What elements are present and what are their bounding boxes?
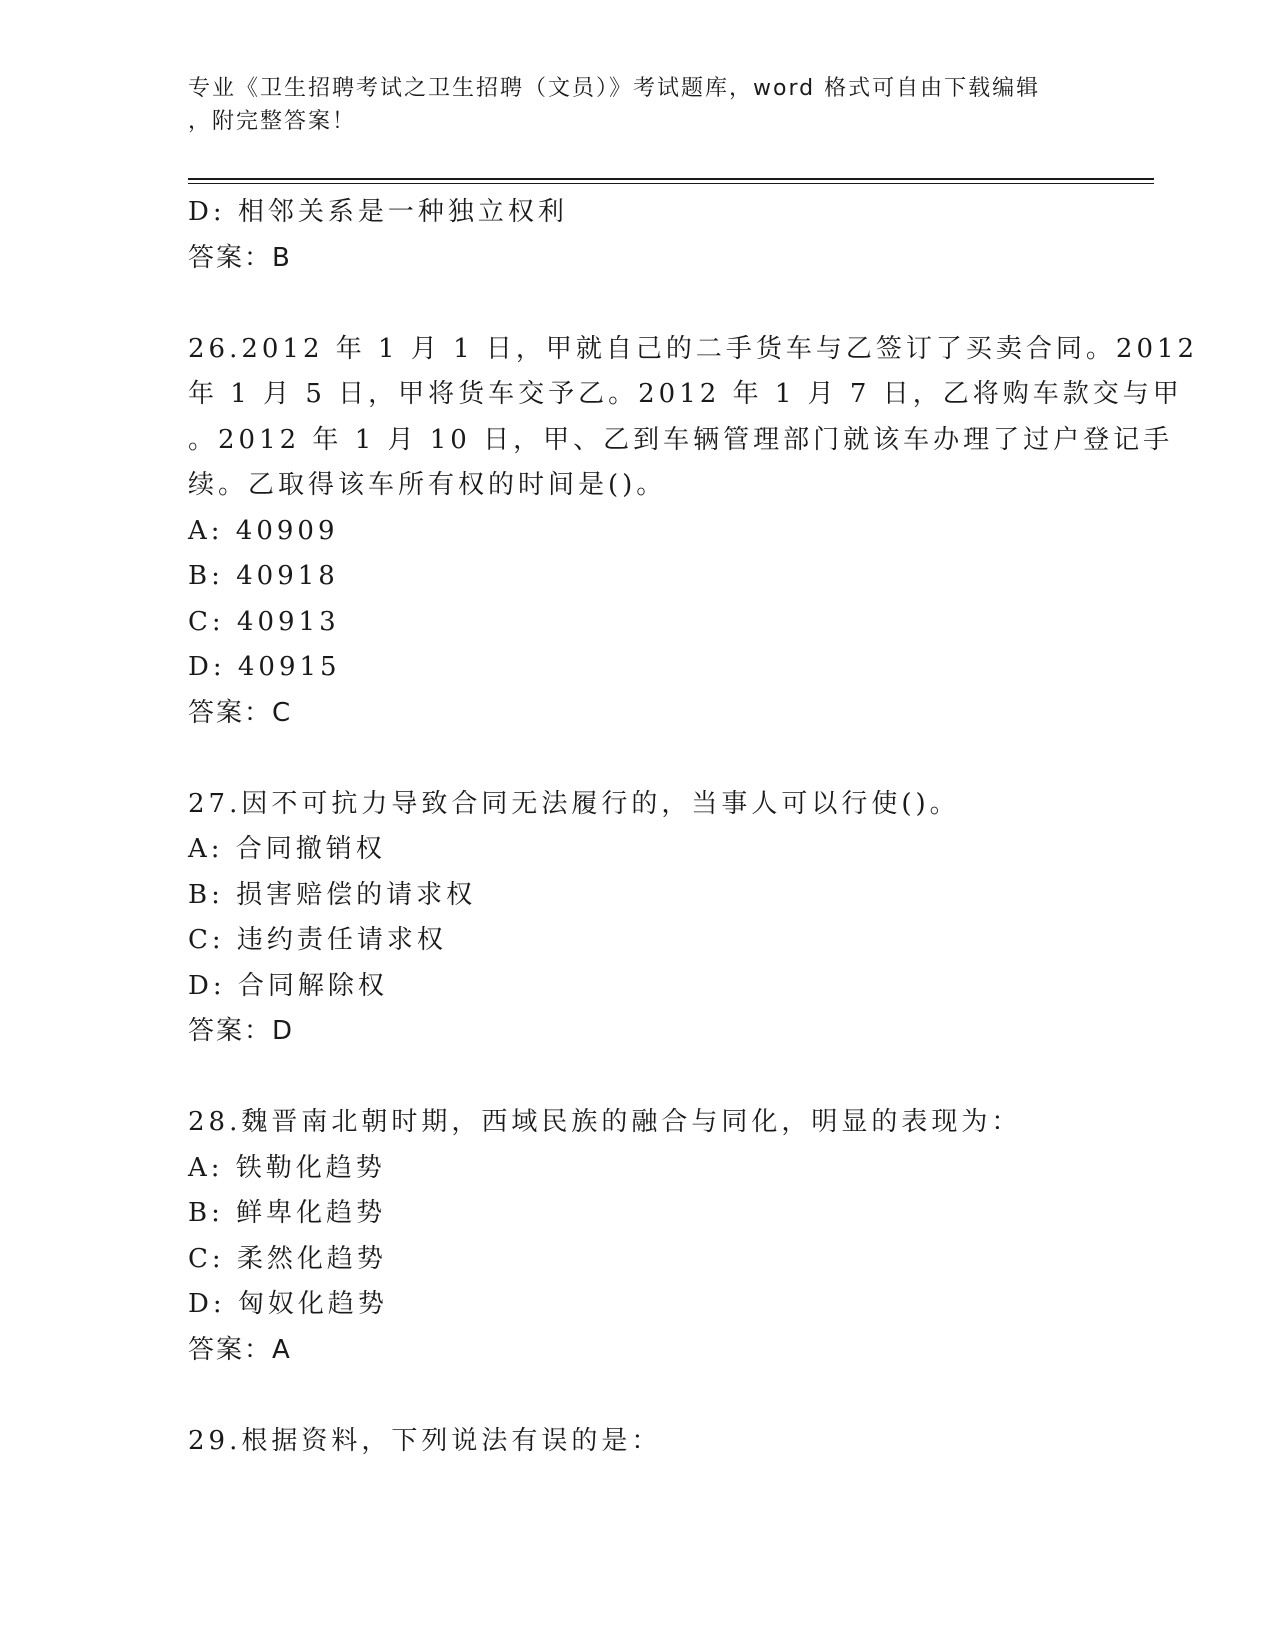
option-a: A: 40909: [188, 515, 339, 546]
spacer: [188, 281, 1088, 327]
question-text-line: 27.因不可抗力导致合同无法履行的，当事人可以行使()。: [188, 788, 960, 819]
question-text-line: 29.根据资料，下列说法有误的是：: [188, 1425, 662, 1456]
header-line-2: ，附完整答案！: [188, 109, 357, 134]
spacer: [188, 736, 1088, 782]
option-d: D: 合同解除权: [188, 970, 388, 1001]
answer-line: 答案：D: [188, 1016, 295, 1046]
question-text-line: 26.2012 年 1 月 1 日，甲就自己的二手货车与乙签订了买卖合同。2012: [188, 333, 1199, 364]
answer-line: 答案：B: [188, 242, 292, 273]
question-text-line: 年 1 月 5 日，甲将货车交予乙。2012 年 1 月 7 日，乙将购车款交与甲: [188, 379, 1183, 409]
option-c: C: 40913: [188, 606, 340, 637]
spacer: [188, 1373, 1088, 1419]
option-a: A: 铁勒化趋势: [188, 1152, 386, 1183]
answer-line: 答案：A: [188, 1334, 292, 1365]
question-26: [188, 327, 1199, 737]
option-c: C: 柔然化趋势: [188, 1243, 387, 1274]
header-divider-thin: [188, 183, 1154, 184]
answer-line: 答案：C: [188, 697, 293, 728]
question-text-line: 续。乙取得该车所有权的时间是()。: [188, 470, 667, 500]
document-header: [188, 72, 1068, 138]
spacer: [188, 1055, 1088, 1101]
question-text-line: 28.魏晋南北朝时期，西域民族的融合与同化，明显的表现为：: [188, 1107, 1022, 1137]
question-text-line: 。2012 年 1 月 10 日，甲、乙到车辆管理部门就该车办理了过户登记手: [188, 424, 1174, 455]
document-body: [188, 190, 1199, 1464]
option-a: A: 合同撤销权: [188, 834, 386, 864]
question-27: [188, 782, 1088, 1055]
header-divider-thick: [188, 178, 1154, 180]
option-b: B: 40918: [188, 561, 339, 591]
option-b: B: 损害赔偿的请求权: [188, 879, 477, 910]
option-d: D: 相邻关系是一种独立权利: [188, 197, 568, 227]
question-29: [188, 1419, 1088, 1465]
option-d: D: 匈奴化趋势: [188, 1289, 388, 1319]
option-c: C: 违约责任请求权: [188, 925, 447, 955]
header-line-1: 专业《卫生招聘考试之卫生招聘（文员）》考试题库，word 格式可自由下载编辑: [188, 76, 1041, 101]
question-28: [188, 1100, 1088, 1373]
option-b: B: 鲜卑化趋势: [188, 1198, 387, 1228]
option-d: D: 40915: [188, 652, 341, 682]
